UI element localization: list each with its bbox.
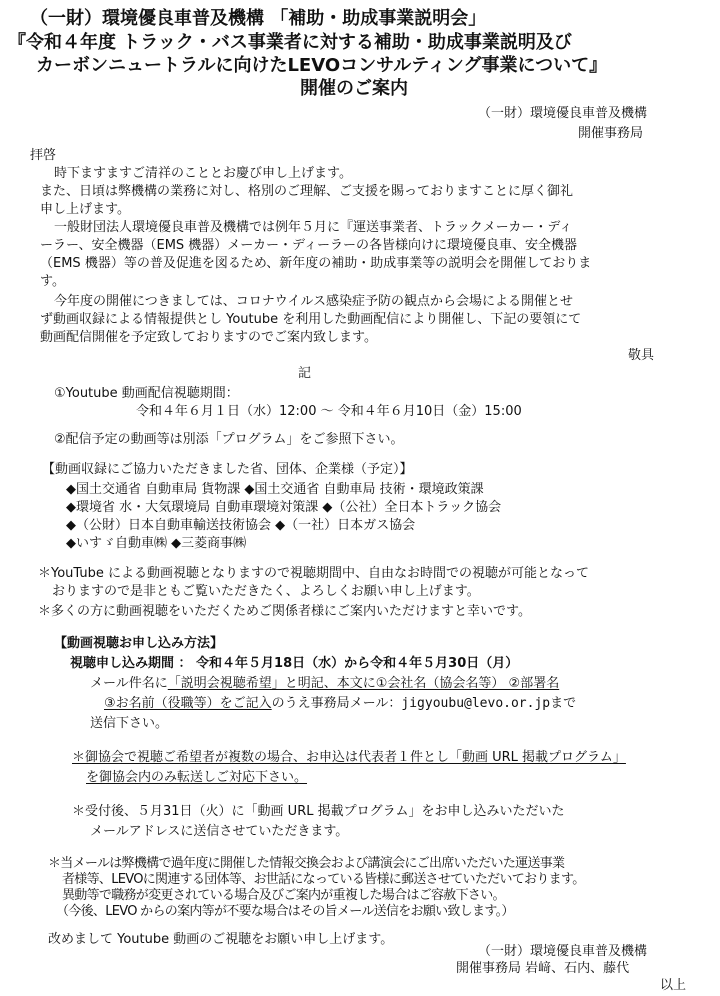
program-reference: ②配信予定の動画等は別添「プログラム」をご参照下さい。 [54,432,404,447]
viewing-period-label: ①Youtube 動画配信視聴期間： [54,386,239,401]
closing-office-contacts: 開催事務局 岩﨑、石内、藤代 [456,961,630,976]
delivery-note-line-2: メールアドレスに送信させていただきます。 [90,824,349,839]
sender-org: （一財）環境優良車普及機構 [478,106,648,121]
cooperators-row-1: ◆国土交通省 自動車局 貨物課 ◆国土交通省 自動車局 技術・環境政策課 [66,482,484,497]
name-instruction: ③お名前（役職等）をご記入 [104,696,272,711]
note-youtube-line-1: ＊YouTube による動画視聴となりますので視聴期間中、自由なお時間での視聴が可能となって [38,566,589,581]
paragraph-3-line-1: 一般財団法人環境優良車普及機構では例年５月に『運送事業者、トラックメーカー・ディ [54,220,573,235]
paragraph-1: 時下ますますご清祥のこととお慶び申し上げます。 [54,166,352,181]
email-prefix: のうえ事務局メール： [271,696,402,711]
closing-org: （一財）環境優良車普及機構 [478,944,648,959]
paragraph-3-line-2: ーラー、安全機器（EMS 機器）メーカー・ディーラーの各皆様向けに環境優良車、安全機器 [40,238,577,253]
cooperators-row-2: ◆環境省 水・大気環境局 自動車環境対策課 ◆（公社）全日本トラック協会 [66,500,502,515]
viewing-period-dates: 令和４年６月１日（水）12:00 ～ 令和４年６月10日（金）15:00 [136,404,522,419]
closing-ijo: 以上 [660,978,687,993]
email-suffix: まで [550,696,577,711]
application-line-3: 送信下さい。 [90,716,169,731]
paragraph-3-line-4: す。 [40,274,65,289]
sender-office: 開催事務局 [578,126,644,141]
cooperators-heading: 【動画収録にご協力いただきました省、団体、企業様（予定）】 [42,462,413,477]
paragraph-4-line-3: 動画配信開催を予定致しておりますのでご案内致します。 [40,330,377,345]
paragraph-2-line-2: 申し上げます。 [40,202,130,217]
mail-subject-instruction: 「説明会視聴希望」と明記、本文に①会社名（協会名等） ②部署名 [167,676,560,691]
title-line-1: （一財）環境優良車普及機構 「補助・助成事業説明会」 [30,8,487,29]
note-share: ＊多くの方に動画視聴をいただくためご関係者様にご案内いただけますと幸いです。 [38,604,531,619]
association-note-line-2: を御協会内のみ転送しご対応下さい。 [86,770,308,785]
paragraph-4-line-2: ず動画収録による情報提供とし Youtube を利用した動画配信により開催し、下記の要領にて [40,312,582,327]
application-line-2 [104,696,576,712]
footer-note-line-2: 者様等、LEVOに関連する団体等、お世話になっている皆様に郵送させていただいております。 [62,872,585,887]
closing-keigu: 敬具 [628,348,655,363]
footer-note-line-3: 異動等で職務が変更されている場合及びご案内が重複した場合はご容赦下さい。 [62,888,505,903]
mail-subject-prefix: メール件名に [90,676,168,691]
footer-note-line-1: ＊当メールは弊機構で過年度に開催した情報交換会および講演会にご出席いただいた運送事業 [48,856,565,871]
application-line-1 [90,676,559,692]
final-request: 改めまして Youtube 動画のご視聴をお願い申し上げます。 [48,932,394,947]
note-youtube-line-2: おりますので是非ともご覧いただきたく、よろしくお願い申し上げます。 [52,584,480,599]
cooperators-row-4: ◆いすゞ自動車㈱ ◆三菱商事㈱ [66,536,247,551]
association-note-line-1: ＊御協会で視聴ご希望者が複数の場合、お申込は代表者１件とし「動画 URL 掲載プログラム」 [72,750,626,765]
title-line-4: 開催のご案内 [300,78,408,99]
title-line-3: カーボンニュートラルに向けたLEVOコンサルティング事業について』 [36,55,608,76]
cooperators-row-3: ◆（公財）日本自動車輸送技術協会 ◆（一社）日本ガス協会 [66,518,416,533]
paragraph-4-line-1: 今年度の開催につきましては、コロナウイルス感染症予防の観点から会場による開催とせ [54,294,573,309]
delivery-note-line-1: ＊受付後、５月31日（火）に「動画 URL 掲載プログラム」をお申し込みいただいた [72,804,565,819]
footer-note-line-4: （今後、LEVO からの案内等が不要な場合はその旨メール送信をお願い致します。） [56,904,514,919]
application-heading: 【動画視聴お申し込み方法】 [54,636,224,651]
contact-email-link[interactable]: jigyoubu@levo.or.jp [401,696,551,711]
paragraph-3-line-3: （EMS 機器）等の普及促進を図るため、新年度の補助・助成事業等の説明会を開催しておりま [40,256,592,271]
paragraph-2-line-1: また、日頃は弊機構の業務に対し、格別のご理解、ご支援を賜っておりますことに厚く御礼 [40,184,574,199]
application-period: 視聴申し込み期間 ： 令和４年５月18日（水）から令和４年５月30日（月） [70,656,519,671]
title-line-2: 『令和４年度 トラック・バス事業者に対する補助・助成事業説明及び [8,32,572,53]
salutation: 拝啓 [30,148,57,163]
ki-mark: 記 [298,366,312,381]
